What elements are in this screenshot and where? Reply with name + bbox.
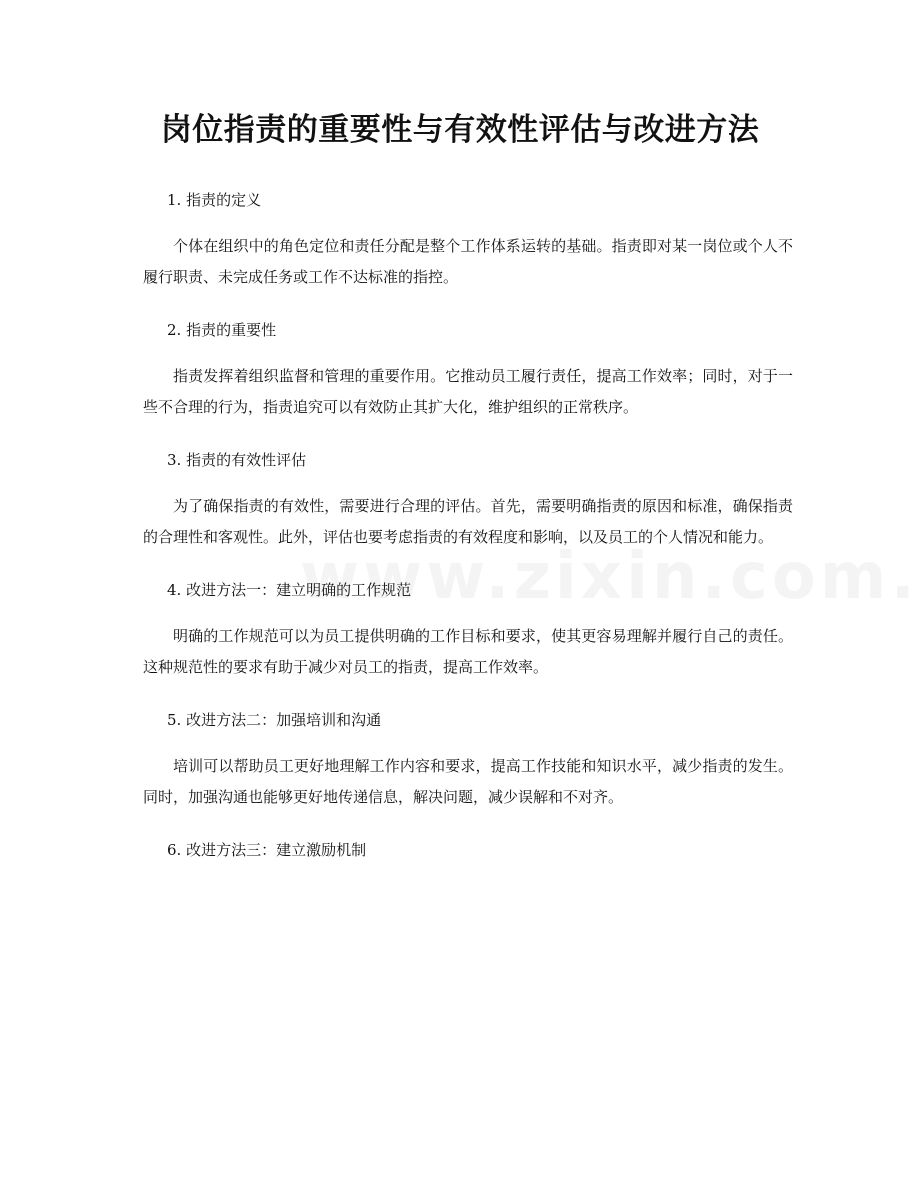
section-heading-5: 5. 改进方法二：加强培训和沟通 xyxy=(167,711,382,729)
section-heading-3: 3. 指责的有效性评估 xyxy=(167,451,307,469)
section-body-2: 指责发挥着组织监督和管理的重要作用。它推动员工履行责任，提高工作效率；同时，对于一些不合理的行为，指责追究可以有效防止其扩大化，维护组织的正常秩序。 xyxy=(143,367,793,416)
section-heading-6: 6. 改进方法三：建立激励机制 xyxy=(167,841,367,859)
section-heading-1: 1. 指责的定义 xyxy=(167,191,262,209)
section-body-3: 为了确保指责的有效性，需要进行合理的评估。首先，需要明确指责的原因和标准，确保指责的合理性和客观性。此外，评估也要考虑指责的有效程度和影响，以及员工的个人情况和能力。 xyxy=(143,497,793,546)
section-heading-2: 2. 指责的重要性 xyxy=(167,321,277,339)
section-body-4: 明确的工作规范可以为员工提供明确的工作目标和要求，使其更容易理解并履行自己的责任。这种规范性的要求有助于减少对员工的指责，提高工作效率。 xyxy=(143,627,793,676)
section-body-1: 个体在组织中的角色定位和责任分配是整个工作体系运转的基础。指责即对某一岗位或个人不履行职责、未完成任务或工作不达标准的指控。 xyxy=(143,237,793,286)
page-title: 岗位指责的重要性与有效性评估与改进方法 xyxy=(160,112,760,148)
document-body xyxy=(143,182,793,868)
section-body-5: 培训可以帮助员工更好地理解工作内容和要求，提高工作技能和知识水平，减少指责的发生。同时，加强沟通也能够更好地传递信息，解决问题，减少误解和不对齐。 xyxy=(143,757,793,806)
section-heading-4: 4. 改进方法一：建立明确的工作规范 xyxy=(167,581,412,599)
